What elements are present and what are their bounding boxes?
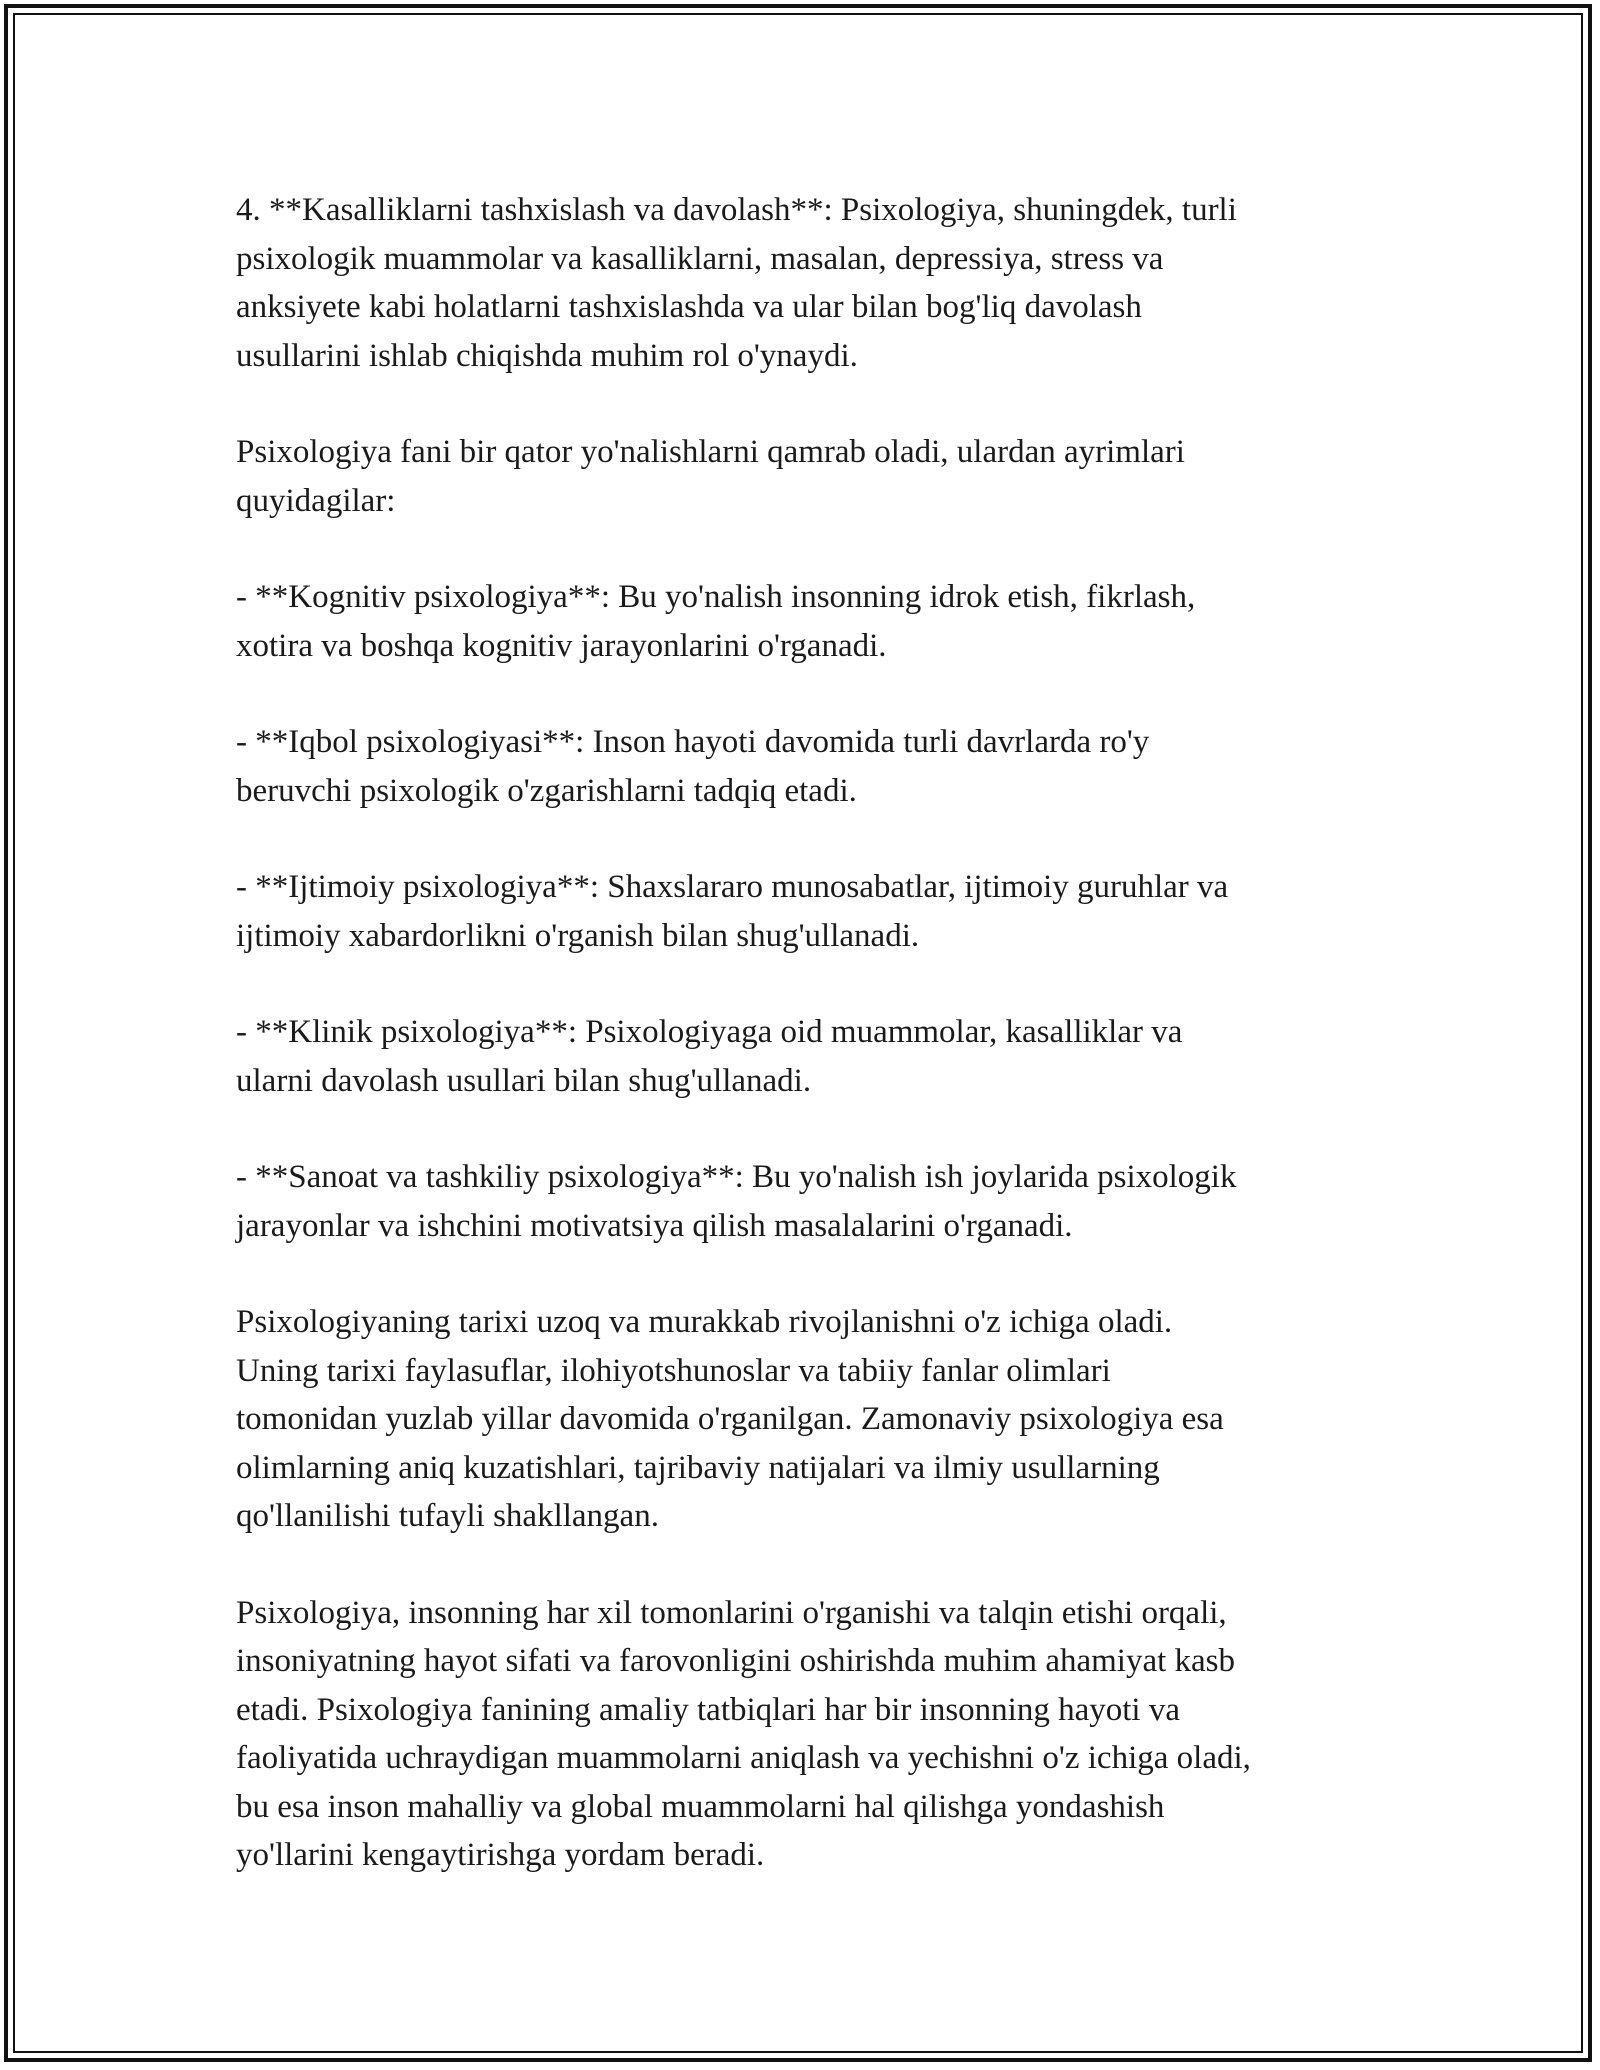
list-item-iqbol-psychology: - **Iqbol psixologiyasi**: Inson hayoti davomida turli davrlarda ro'y beruvchi psixologik o'zgarishlarni tadqiq etadi. <box>236 724 1150 809</box>
list-item-clinical-psychology: - **Klinik psixologiya**: Psixologiyaga oid muammolar, kasalliklar va ularni davolash usullari bilan shug'ullanadi. <box>236 1014 1183 1099</box>
document-body <box>236 186 1386 1880</box>
paragraph-conclusion: Psixologiya, insonning har xil tomonlarini o'rganishi va talqin etishi orqali, insoniyatning hayot sifati va farovonligini oshirishda muhim ahamiyat kasb etadi. Psixologiya fanining amaliy tatbiqlari har bir insonning hayoti va faoliyatida uchraydigan muammolarni aniqlash va yechishni o'z ichiga oladi, bu esa inson mahalliy va global muammolarni hal qilishga yondashish yo'llarini kengaytirishga yordam beradi. <box>236 1594 1251 1873</box>
paragraph-branches-intro: Psixologiya fani bir qator yo'nalishlarni qamrab oladi, ulardan ayrimlari quyidagilar: <box>236 434 1185 519</box>
list-item-social-psychology: - **Ijtimoiy psixologiya**: Shaxslararo munosabatlar, ijtimoiy guruhlar va ijtimoiy xabardorlikni o'rganish bilan shug'ullanadi. <box>236 869 1229 954</box>
paragraph-history: Psixologiyaning tarixi uzoq va murakkab rivojlanishni o'z ichiga oladi. Uning tarixi faylasuflar, ilohiyotshunoslar va tabiiy fanlar olimlari tomonidan yuzlab yillar davomida o'rganilgan. Zamonaviy psixologiya esa olimlarning aniq kuzatishlari, tajribaviy natijalari va ilmiy usullarning qo'llanilishi tufayli shakllangan. <box>236 1304 1224 1534</box>
list-item-industrial-psychology: - **Sanoat va tashkiliy psixologiya**: Bu yo'nalish ish joylarida psixologik jarayonlar va ishchini motivatsiya qilish masalalarini o'rganadi. <box>236 1159 1237 1244</box>
paragraph-diagnosis-treatment: 4. **Kasalliklarni tashxislash va davolash**: Psixologiya, shuningdek, turli psixologik muammolar va kasalliklarni, masalan, depressiya, stress va anksiyete kabi holatlarni tashxislashda va ular bilan bog'liq davolash usullarini ishlab chiqishda muhim rol o'ynaydi. <box>236 192 1237 374</box>
list-item-cognitive-psychology: - **Kognitiv psixologiya**: Bu yo'nalish insonning idrok etish, fikrlash, xotira va boshqa kognitiv jarayonlarini o'rganadi. <box>236 579 1196 664</box>
